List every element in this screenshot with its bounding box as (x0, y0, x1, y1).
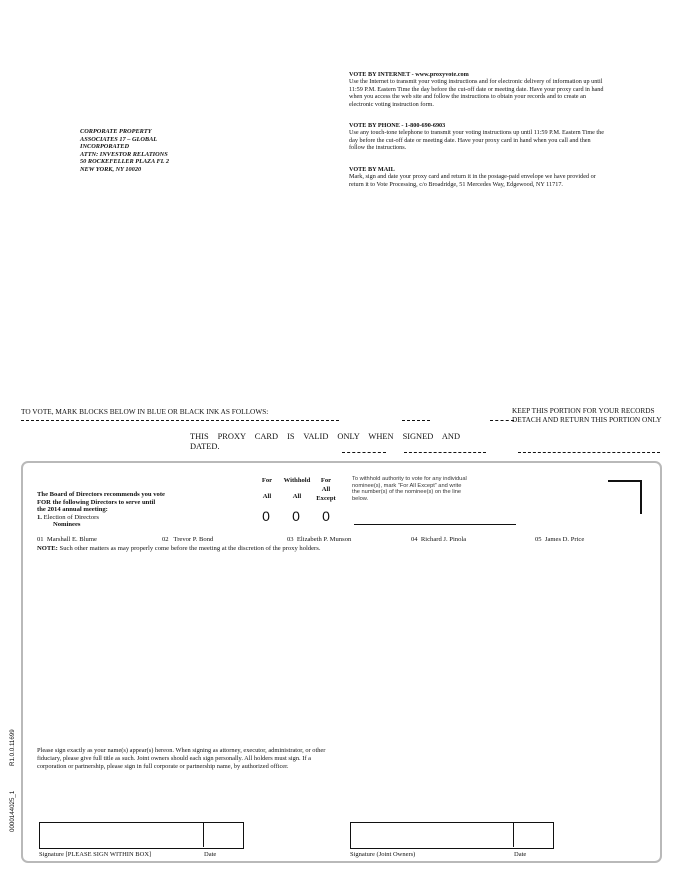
nominee (411, 536, 466, 543)
for-all-option[interactable]: 0 (262, 508, 270, 524)
corner-mark (608, 480, 642, 514)
nominees-label: Nominees (53, 521, 81, 529)
nominee-number: 05 (535, 536, 542, 543)
withhold-all-option[interactable]: 0 (292, 508, 300, 524)
item-number: 1. (37, 513, 42, 521)
validity-statement: THIS PROXY CARD IS VALID ONLY WHEN SIGNED AND (190, 432, 460, 441)
address-line: NEW YORK, NY 10020 (80, 165, 142, 173)
address-line: CORPORATE PROPERTY (80, 128, 152, 135)
nominee (535, 536, 584, 543)
vote-phone-heading: VOTE BY PHONE - 1-800-690-6903 (349, 122, 446, 129)
header-text: For (320, 477, 332, 484)
signing-instructions: Please sign exactly as your name(s) appear(s) hereon. When signing as attorney, executor, administrator, or other fiduciary, please give full title as such. Joint owners should each sign personally. All holders must sign. If a corporation or partnership, please sign in full corporate or partnership name, by authorized officer. (37, 747, 326, 771)
address-line: 50 ROCKEFELLER PLAZA FL 2 (80, 158, 169, 166)
withhold-all-header (282, 476, 312, 501)
for-all-except-header (314, 476, 338, 503)
except-nominee-line[interactable] (354, 524, 516, 525)
vote-mail-heading: VOTE BY MAIL (349, 166, 395, 173)
vote-mail-body: Mark, sign and date your proxy card and return it in the postage-paid envelope we have provided or return it to Vote Processing, c/o Broadridge, 51 Mercedes Way, Edgewood, NY 11717. (349, 173, 596, 188)
nominee-name: Richard J. Pinola (420, 536, 467, 543)
detach-line (404, 452, 486, 453)
election-label: Election of Directors (43, 513, 99, 521)
vote-internet-heading[interactable]: VOTE BY INTERNET - www.proxyvote.com (349, 71, 469, 78)
nominee (37, 536, 97, 543)
header-text: All (292, 493, 302, 500)
nominee-name: Trevor P. Bond (173, 536, 214, 543)
board-line: The Board of Directors recommends you vote (37, 491, 165, 498)
board-line: FOR the following Directors to serve until (37, 498, 156, 506)
header-text: For (261, 477, 273, 484)
date-divider (203, 822, 204, 847)
vote-by-mail (349, 166, 607, 188)
nominee-name: Marshall E. Blume (46, 536, 97, 543)
nominee (287, 536, 351, 543)
vote-phone-body: Use any touch-tone telephone to transmit your voting instructions up until 11:59 P.M. Eastern Time the day before the cut-off date or meeting date. Have your proxy card in hand when you call and then follow the instructions. (349, 129, 604, 152)
header-text: All (262, 493, 272, 500)
address-line: INCORPORATED (80, 143, 129, 151)
detach-line (518, 452, 660, 453)
signature-label: Signature [PLEASE SIGN WITHIN BOX] (39, 851, 152, 858)
nominee-number: 04 (411, 536, 418, 543)
date-label: Date (204, 851, 217, 858)
address-line: ASSOCIATES 17 – GLOBAL (80, 135, 158, 143)
note-text: Such other matters as may properly come before the meeting at the discretion of the proxy holders. (59, 545, 321, 552)
header-text: Except (316, 495, 336, 502)
validity-statement-end: DATED. (190, 442, 220, 451)
for-all-header (256, 476, 278, 501)
nominee-number: 03 (287, 536, 294, 543)
nominee (162, 536, 213, 543)
date-label: Date (514, 851, 527, 858)
signature-box[interactable] (39, 822, 244, 849)
date-divider (513, 822, 514, 847)
address-line: ATTN: INVESTOR RELATIONS (80, 150, 168, 158)
board-recommendation (37, 491, 165, 529)
other-matters-note (37, 545, 320, 552)
detach-line (21, 420, 339, 421)
vote-by-phone (349, 122, 607, 152)
vote-by-internet (349, 71, 607, 108)
form-code: R1.0.0.11699 (9, 729, 16, 766)
detach-line (490, 420, 514, 421)
nominee-number: 01 (37, 536, 44, 543)
header-text: Withhold (283, 477, 311, 484)
withhold-instructions: To withhold authority to vote for any individual nominee(s), mark “For All Except” and write the number(s) of the nominee(s) on the line below. (352, 476, 467, 503)
detach-line (342, 452, 386, 453)
joint-signature-label: Signature (Joint Owners) (350, 851, 416, 858)
document-id: 0000144025_1 (9, 790, 16, 832)
header-text: All (321, 486, 331, 493)
keep-portion-note: KEEP THIS PORTION FOR YOUR RECORDS DETACH AND RETURN THIS PORTION ONLY (512, 406, 662, 424)
joint-signature-box[interactable] (350, 822, 554, 849)
nominee-name: Elizabeth P. Munson (296, 536, 352, 543)
note-label: NOTE: (37, 545, 58, 552)
detach-line (402, 420, 430, 421)
nominee-number: 02 (162, 536, 169, 543)
mailing-address (80, 128, 169, 174)
nominee-name: James D. Price (544, 536, 585, 543)
marking-instructions: TO VOTE, MARK BLOCKS BELOW IN BLUE OR BLACK INK AS FOLLOWS: (21, 407, 269, 416)
for-all-except-option[interactable]: 0 (322, 508, 330, 524)
vote-internet-body: Use the Internet to transmit your voting instructions and for electronic delivery of information up until 11:59 P.M. Eastern Time the day before the cut-off date or meeting date. Have your proxy card in hand when you access the web site and follow the instructions to obtain your records and to create an electronic voting instruction form. (349, 78, 604, 108)
board-line: the 2014 annual meeting: (37, 506, 108, 514)
